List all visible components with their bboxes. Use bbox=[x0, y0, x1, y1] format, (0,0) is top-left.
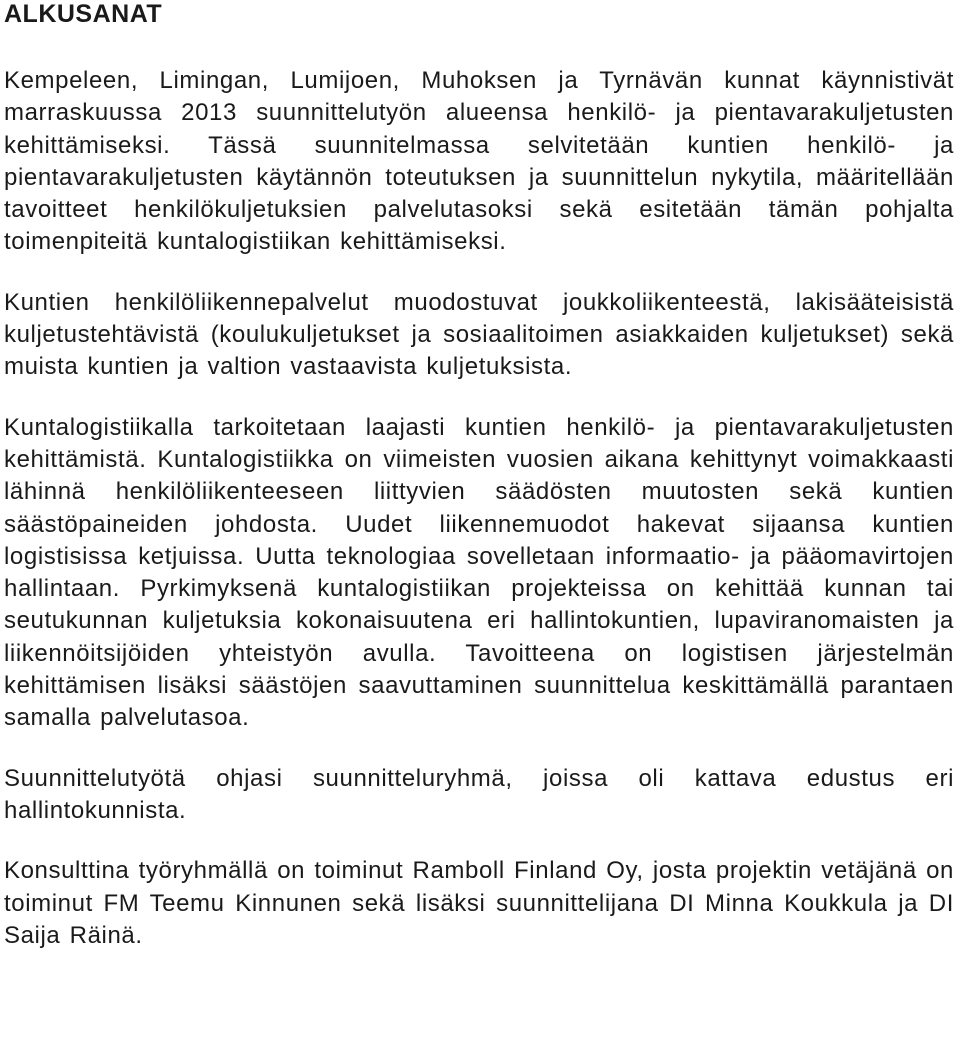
page-title: ALKUSANAT bbox=[4, 0, 163, 28]
paragraph-steering-group: Suunnittelutyötä ohjasi suunnitteluryhmä, joissa oli kattava edustus eri hallintokunnista. bbox=[4, 764, 954, 824]
paragraph-consultant: Konsulttina työryhmällä on toiminut Ramboll Finland Oy, josta projektin vetäjänä on toiminut FM Teemu Kinnunen sekä lisäksi suunnittelijana DI Minna Koukkula ja DI Saija Räinä. bbox=[4, 857, 954, 949]
paragraph-municipal-logistics: Kuntalogistiikalla tarkoitetaan laajasti kuntien henkilö- ja pientavarakuljetusten kehittämistä. Kuntalogistiikka on viimeisten vuosien aikana kehittynyt voimakkaasti lähinnä henkilöliikenteeseen liittyvien säädösten muutosten sekä kuntien säästöpaineiden johdosta. Uudet liikennemuodot hakevat sijaansa kuntien logistisissa ketjuissa. Uutta teknologiaa sovelletaan informaatio- ja pääomavirtojen hallintaan. Pyrkimyksenä kuntalogistiikan projekteissa on kehittää kunnan tai seutukunnan kuljetuksia kokonaisuutena eri hallintokuntien, lupaviranomaisten ja liikennöitsijöiden yhteistyön avulla. Tavoitteena on logistisen järjestelmän kehittämisen lisäksi säästöjen saavuttaminen suunnittelua keskittämällä parantaen samalla palvelutasoa. bbox=[4, 413, 954, 732]
document-page bbox=[4, 0, 954, 952]
paragraph-intro: Kempeleen, Limingan, Lumijoen, Muhoksen ja Tyrnävän kunnat käynnistivät marraskuussa 2013 suunnittelutyön alueensa henkilö- ja pientavarakuljetusten kehittämiseksi. Tässä suunnitelmassa selvitetään kuntien henkilö- ja pientavarakuljetusten käytännön toteutuksen ja suunnittelun nykytila, määritellään tavoitteet henkilökuljetuksien palvelutasoksi sekä esitetään tämän pohjalta toimenpiteitä kuntalogistiikan kehittämiseksi. bbox=[4, 67, 954, 256]
paragraph-services: Kuntien henkilöliikennepalvelut muodostuvat joukkoliikenteestä, lakisääteisistä kuljetustehtävistä (koulukuljetukset ja sosiaalitoimen asiakkaiden kuljetukset) sekä muista kuntien ja valtion vastaavista kuljetuksista. bbox=[4, 288, 954, 381]
